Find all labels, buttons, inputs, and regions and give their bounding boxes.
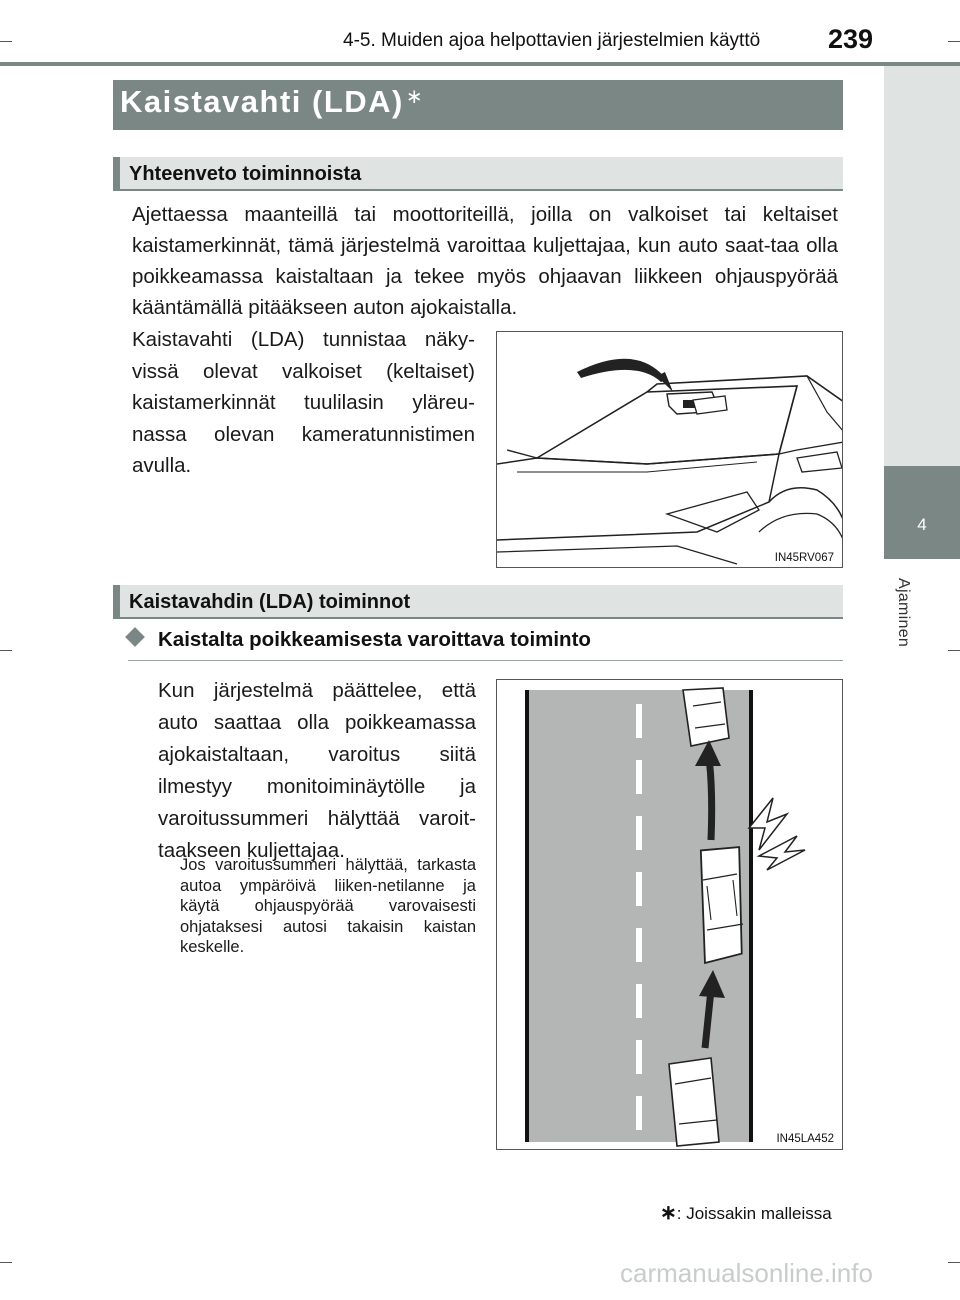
footnote-text: : Joissakin malleissa bbox=[676, 1204, 832, 1223]
car-ahead bbox=[683, 688, 729, 746]
footnote bbox=[660, 1200, 832, 1225]
section-heading: Kaistavahdin (LDA) toiminnot bbox=[129, 591, 411, 613]
figure-id-label: IN45RV067 bbox=[774, 552, 834, 564]
crop-mark bbox=[0, 650, 12, 651]
lane-departure-figure bbox=[496, 679, 843, 1150]
windshield-camera-figure bbox=[496, 331, 843, 568]
diamond-bullet-icon bbox=[125, 627, 145, 647]
crop-mark bbox=[948, 650, 960, 651]
crop-mark bbox=[0, 1262, 12, 1263]
section-header-functions bbox=[113, 585, 843, 619]
page-title bbox=[120, 84, 424, 120]
warning-paragraph: Kun järjestelmä päättelee, että auto saattaa olla poikkeamassa ajokaistaltaan, varoitus siitä ilmestyy monitoiminäytölle ja varoitussummeri hälyttää varoit-taakseen kuljettajaa. bbox=[158, 679, 476, 862]
watermark: carmanualsonline.info bbox=[620, 1258, 873, 1288]
section-bar bbox=[113, 157, 120, 191]
subsection-heading: Kaistalta poikkeamisesta varoittava toiminto bbox=[158, 628, 591, 651]
car-behind bbox=[669, 1058, 719, 1146]
lane-departure-illustration bbox=[497, 680, 843, 1150]
chapter-number: 4 bbox=[917, 515, 927, 534]
crop-mark bbox=[0, 41, 12, 42]
header-rule bbox=[0, 62, 960, 66]
warning-note: Jos varoitussummeri hälyttää, tarkasta autoa ympäröivä liiken-netilanne ja käytä ohjauspyörää varovaisesti ohjataksesi autosi takaisin kaistan keskelle. bbox=[180, 856, 476, 956]
intro-paragraph: Ajettaessa maanteillä tai moottoriteillä, joilla on valkoiset tai keltaiset kaistamerkinnät, tämä järjestelmä varoittaa kuljettajaa, kun auto saat-taa olla poikkeamassa kaistaltaan ja tekee myös ohjaavan liikkeen ohjauspyörää kääntämällä pitääkseen auton ajokaistalla. bbox=[132, 203, 838, 319]
subsection-rule bbox=[128, 660, 843, 661]
chapter-tab bbox=[884, 466, 960, 559]
page-title-text: Kaistavahti (LDA) bbox=[120, 84, 404, 119]
asterisk-icon: ∗ bbox=[405, 86, 425, 108]
section-bar bbox=[113, 585, 120, 619]
camera-paragraph: Kaistavahti (LDA) tunnistaa näky-vissä olevat valkoiset (keltaiset) kaistamerkinnät tuulilasin yläreu-nassa olevan kameratunnistimen avulla. bbox=[132, 328, 475, 477]
section-heading: Yhteenveto toiminnoista bbox=[129, 163, 362, 185]
car-front-illustration bbox=[497, 332, 843, 568]
chapter-label: Ajaminen bbox=[895, 578, 912, 648]
side-tab-background bbox=[884, 66, 960, 466]
asterisk-icon: ∗ bbox=[660, 1202, 677, 1224]
warning-buzzer-icon bbox=[749, 798, 805, 870]
section-header-summary bbox=[113, 157, 843, 191]
figure-id-label: IN45LA452 bbox=[776, 1133, 834, 1145]
running-header-title: 4-5. Muiden ajoa helpottavien järjestelmien käyttö bbox=[343, 30, 761, 51]
crop-mark bbox=[948, 41, 960, 42]
page-number: 239 bbox=[828, 24, 874, 54]
crop-mark bbox=[948, 1262, 960, 1263]
